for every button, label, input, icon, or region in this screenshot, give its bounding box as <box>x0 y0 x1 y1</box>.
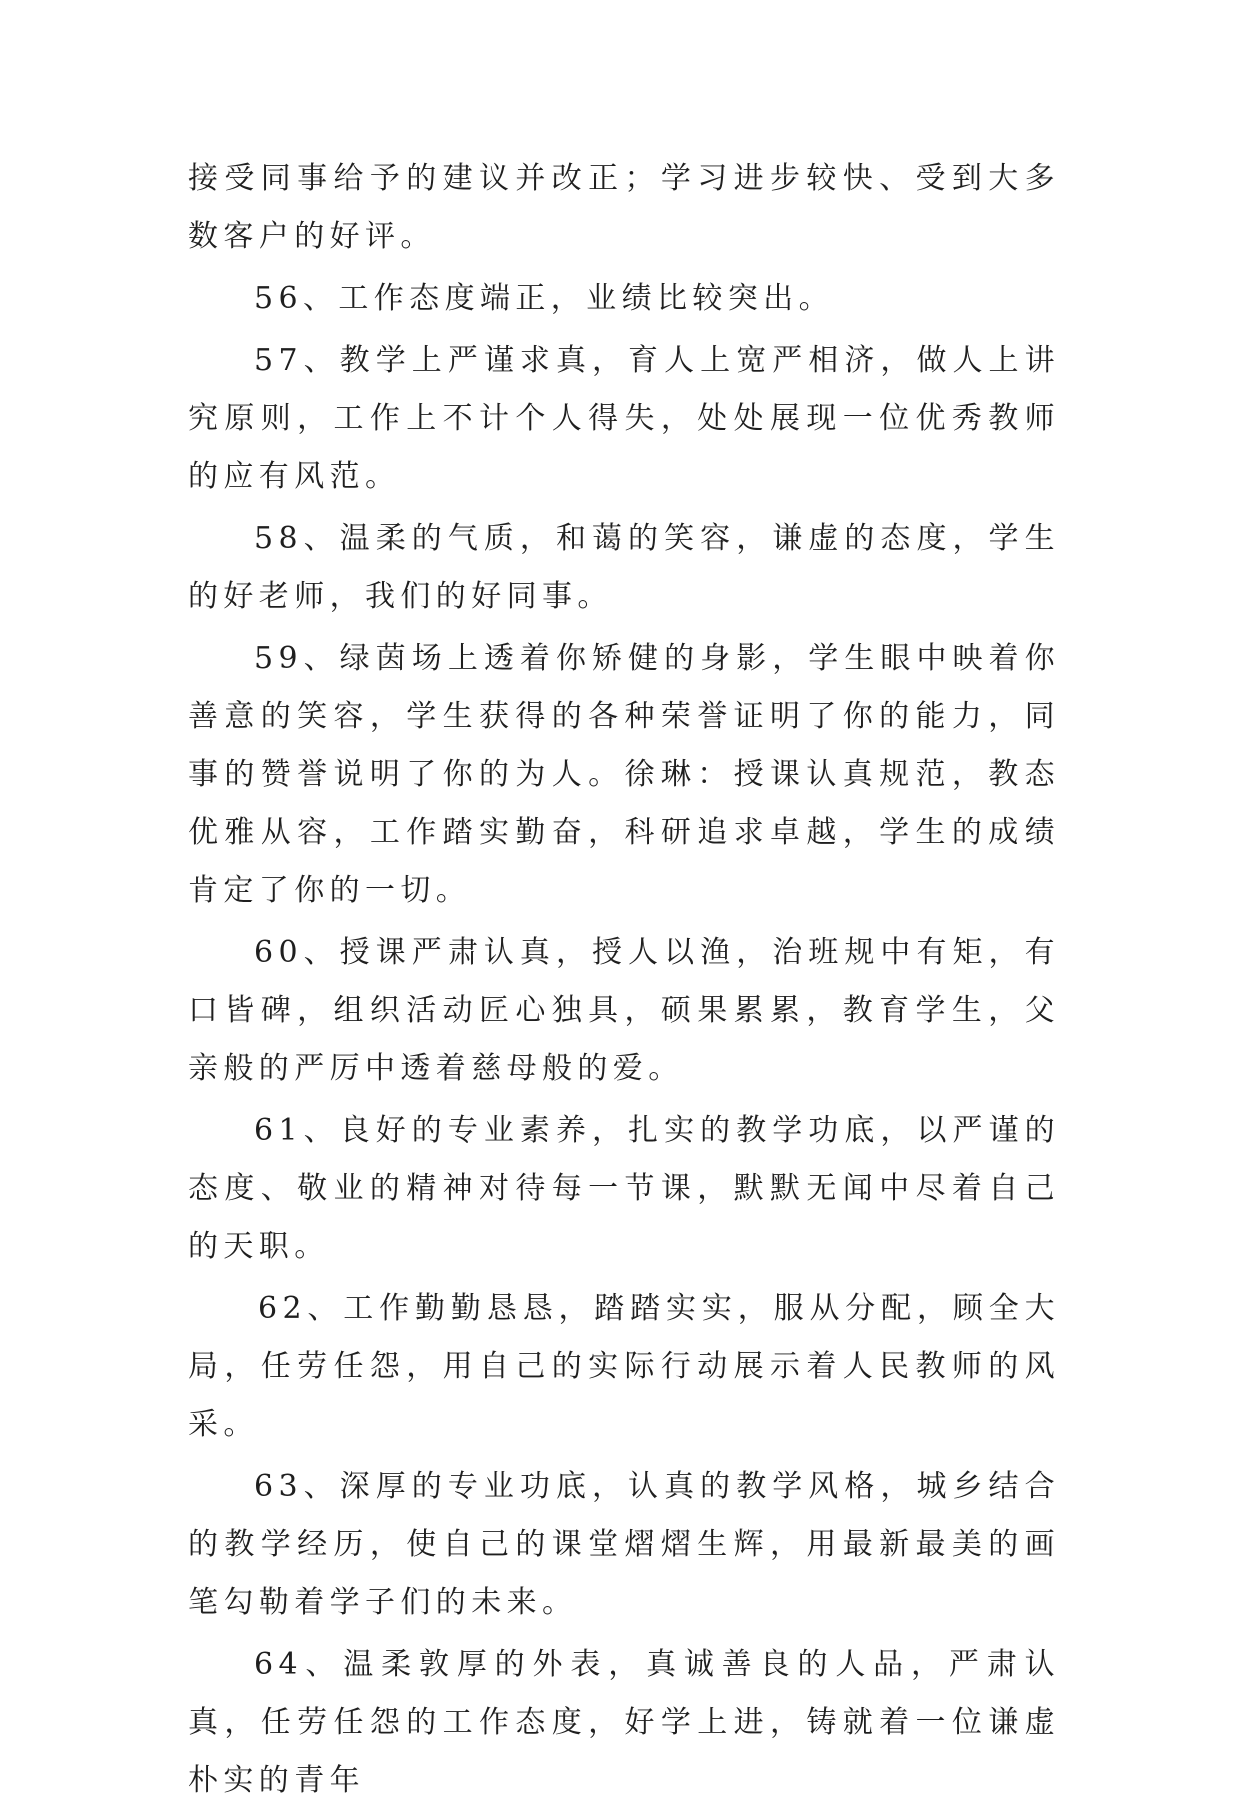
paragraph-61: 61、良好的专业素养，扎实的教学功底，以严谨的态度、敬业的精神对待每一节课，默默无闻中尽着自己的天职。 <box>188 1113 1060 1264</box>
paragraph-64: 64、温柔敦厚的外表，真诚善良的人品，严肃认真，任劳任怨的工作态度，好学上进，铸就着一位谦虚朴实的青年 <box>188 1647 1060 1798</box>
paragraph-63: 63、深厚的专业功底，认真的教学风格，城乡结合的教学经历，使自己的课堂熠熠生辉，用最新最美的画笔勾勒着学子们的未来。 <box>188 1469 1060 1620</box>
paragraph-57: 57、教学上严谨求真，育人上宽严相济，做人上讲究原则，工作上不计个人得失，处处展现一位优秀教师的应有风范。 <box>188 343 1060 494</box>
document-body <box>188 150 1060 1814</box>
paragraph-59: 59、绿茵场上透着你矫健的身影，学生眼中映着你善意的笑容，学生获得的各种荣誉证明了你的能力，同事的赞誉说明了你的为人。徐琳：授课认真规范，教态优雅从容，工作踏实勤奋，科研追求卓越，学生的成绩肯定了你的一切。 <box>188 641 1060 908</box>
paragraph-60: 60、授课严肃认真，授人以渔，治班规中有矩，有口皆碑，组织活动匠心独具，硕果累累，教育学生，父亲般的严厉中透着慈母般的爱。 <box>188 935 1060 1086</box>
paragraph-56: 56、工作态度端正，业绩比较突出。 <box>254 281 834 316</box>
paragraph-58: 58、温柔的气质，和蔼的笑容，谦虚的态度，学生的好老师，我们的好同事。 <box>188 521 1060 614</box>
paragraph-55-continuation: 接受同事给予的建议并改正；学习进步较快、受到大多数客户的好评。 <box>188 161 1060 254</box>
paragraph-62: 62、工作勤勤恳恳，踏踏实实，服从分配，顾全大局，任劳任怨，用自己的实际行动展示着人民教师的风采。 <box>188 1291 1060 1442</box>
